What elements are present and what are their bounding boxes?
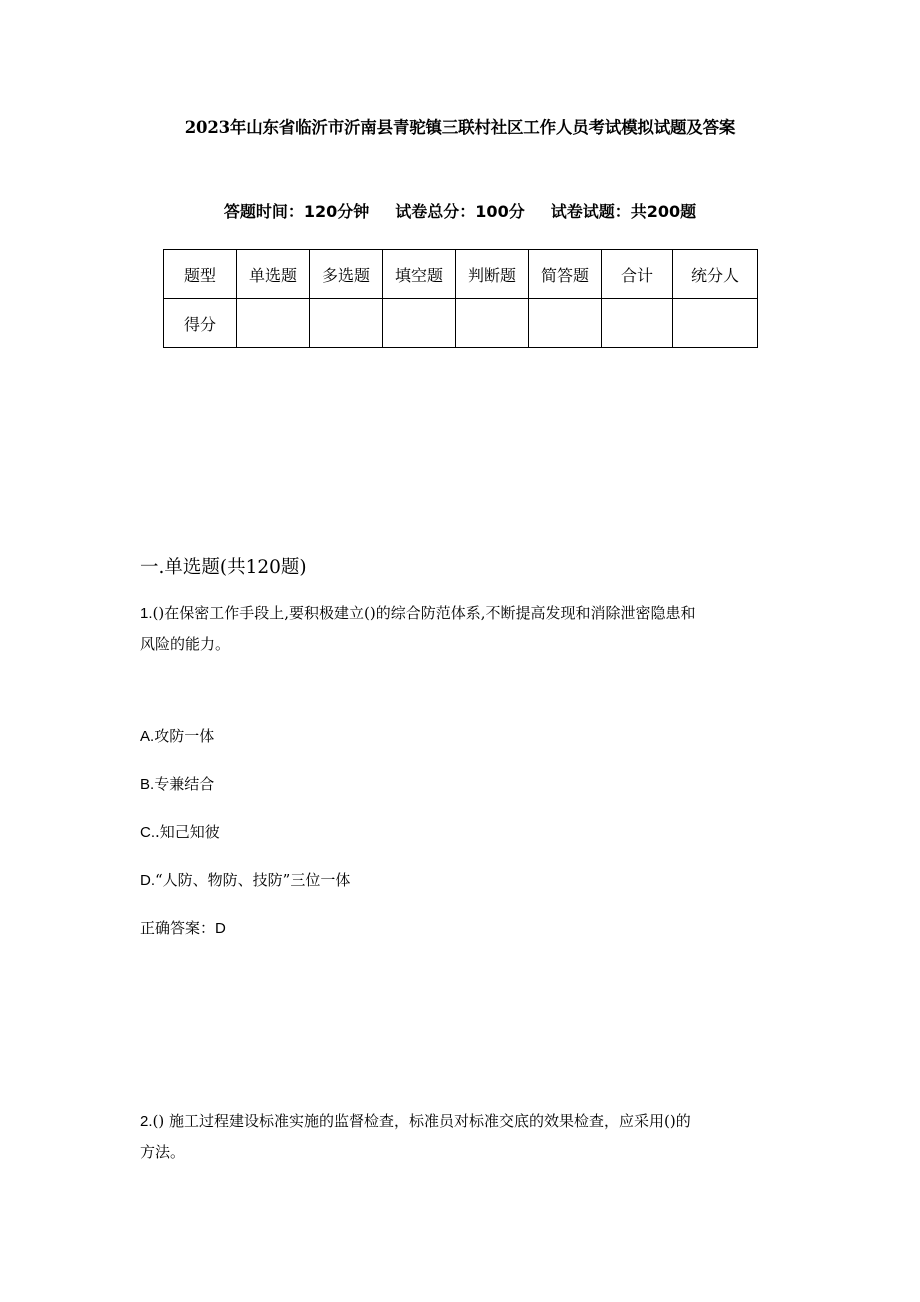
- score-cell: [673, 299, 758, 348]
- header-cell-scorer: 统分人: [673, 250, 758, 299]
- score-cell: [602, 299, 673, 348]
- option-text: 专兼结合: [154, 775, 215, 793]
- answer-label: 正确答案：: [140, 919, 216, 937]
- question-1-option-b: [140, 773, 214, 794]
- exam-time: 答题时间：120分钟: [223, 202, 370, 221]
- header-cell-fill-blank: 填空题: [383, 250, 456, 299]
- question-1-text: [140, 598, 790, 659]
- option-label: C.: [140, 824, 155, 841]
- score-cell: [310, 299, 383, 348]
- question-1-option-c: [140, 821, 220, 842]
- section-heading: 一.单选题(共120题): [140, 557, 307, 578]
- header-cell-multiple-choice: 多选题: [310, 250, 383, 299]
- question-1-answer: [140, 917, 226, 938]
- score-table-score-row: [164, 299, 758, 348]
- question-1-option-a: [140, 725, 214, 746]
- score-table-header-row: [164, 250, 758, 299]
- score-table: [163, 249, 758, 348]
- exam-info: [0, 199, 920, 222]
- answer-value: D: [215, 920, 226, 937]
- question-number: 2.: [140, 1113, 153, 1130]
- question-text-line1: () 施工过程建设标准实施的监督检查，标准员对标准交底的效果检查，应采用()的: [152, 1112, 691, 1130]
- header-cell-short-answer: 简答题: [529, 250, 602, 299]
- option-label: A.: [140, 728, 155, 745]
- question-text-line2: 风险的能力。: [140, 635, 231, 653]
- option-label: B.: [140, 776, 155, 793]
- score-cell: [383, 299, 456, 348]
- header-cell-single-choice: 单选题: [237, 250, 310, 299]
- option-text: “人防、物防、技防”三位一体: [155, 871, 351, 889]
- document-title: 2023年山东省临沂市沂南县青驼镇三联村社区工作人员考试模拟试题及答案: [184, 118, 736, 137]
- exam-total-score: 试卷总分：100分: [395, 202, 525, 221]
- option-text: 攻防一体: [154, 727, 215, 745]
- option-label: D.: [140, 872, 155, 889]
- question-number: 1.: [140, 605, 153, 622]
- score-cell: [456, 299, 529, 348]
- header-cell-true-false: 判断题: [456, 250, 529, 299]
- score-cell: [529, 299, 602, 348]
- question-1-option-d: [140, 869, 350, 890]
- option-text: .知己知彼: [155, 823, 220, 841]
- header-cell-type: 题型: [164, 250, 237, 299]
- header-cell-total: 合计: [602, 250, 673, 299]
- question-2-text: [140, 1106, 790, 1167]
- score-cell: [237, 299, 310, 348]
- question-text-line2: 方法。: [140, 1143, 186, 1161]
- row-label-score: 得分: [164, 299, 237, 348]
- question-text-line1: ()在保密工作手段上,要积极建立()的综合防范体系,不断提高发现和消除泄密隐患和: [152, 604, 696, 622]
- exam-question-count: 试卷试题：共200题: [550, 202, 697, 221]
